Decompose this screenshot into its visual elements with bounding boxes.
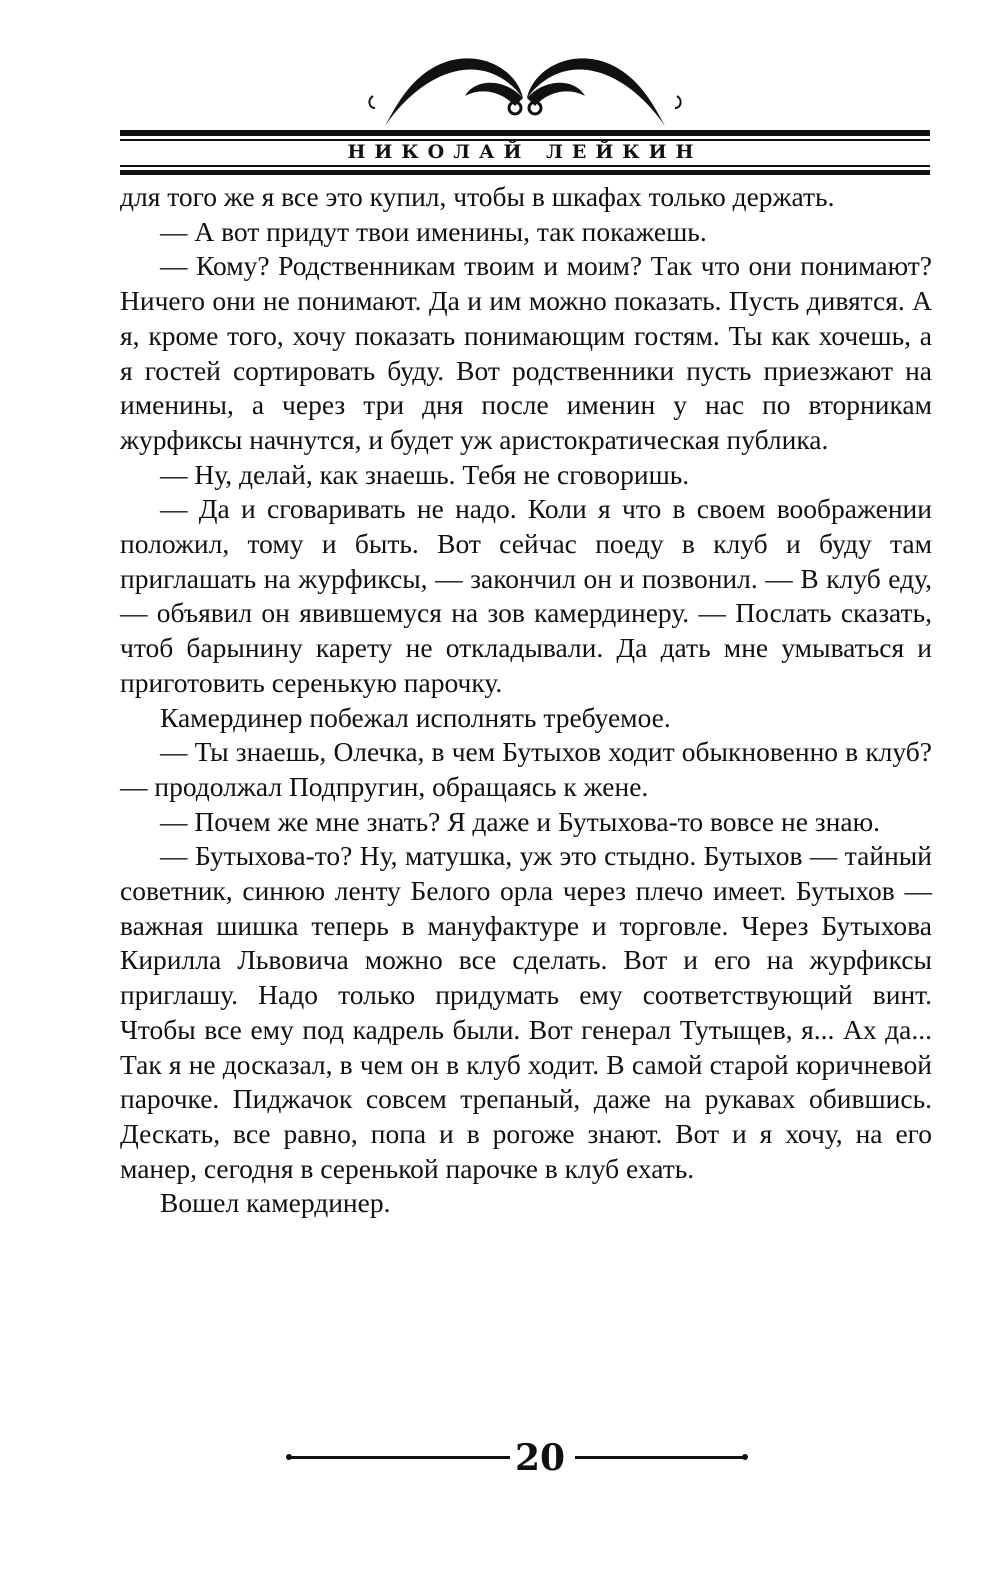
author-name: НИКОЛАЙ ЛЕЙКИН bbox=[347, 141, 703, 163]
header-rule-bottom bbox=[120, 170, 930, 175]
footer-rule-right bbox=[575, 1456, 745, 1459]
page-text bbox=[120, 180, 932, 1221]
header-rule-bottom-thin bbox=[120, 165, 930, 167]
paragraph: Вошел камердинер. bbox=[160, 1187, 391, 1219]
scroll-ornament-icon bbox=[365, 38, 685, 128]
paragraph: — Да и сговаривать не надо. Коли я что в своем воображении положил, тому и быть. Вот сейчас поеду в клуб и буду там приглашать на журфиксы, — закончил он и позвонил. — В клуб еду, — объявил он явившемуся на зов камердинеру. — Послать сказать, чтоб барынину карету не откладывали. Да дать мне умываться и приготовить серенькую парочку. bbox=[120, 493, 932, 698]
paragraph: — Ты знаешь, Олечка, в чем Бутыхов ходит обыкновенно в клуб? — продолжал Подпругин, обращаясь к жене. bbox=[120, 736, 932, 802]
paragraph: Камердинер побежал исполнять требуемое. bbox=[160, 701, 671, 733]
page-number: 20 bbox=[514, 1437, 566, 1479]
paragraph: — Кому? Родственникам твоим и моим? Так что они понимают? Ничего они не понимают. Да и им можно показать. Пусть дивятся. А я, кроме того, хочу показать понимающим гостям. Ты как хочешь, а я гостей сортировать буду. Вот родственники пусть приезжают на именины, а через три дня после именин у нас по вторникам журфиксы начнутся, и будет уж аристократическая публика. bbox=[120, 250, 932, 455]
running-header bbox=[120, 30, 930, 163]
page-footer bbox=[120, 1436, 930, 1486]
footer-dot-right bbox=[742, 1454, 748, 1460]
paragraph: — Ну, делай, как знаешь. Тебя не сговоришь. bbox=[160, 458, 690, 490]
paragraph: для того же я все это купил, чтобы в шкафах только держать. bbox=[120, 181, 835, 212]
footer-rule-left bbox=[290, 1456, 510, 1459]
paragraph: — Почем же мне знать? Я даже и Бутыхова-то вовсе не знаю. bbox=[160, 805, 881, 837]
paragraph: — Бутыхова-то? Ну, матушка, уж это стыдно. Бутыхов — тайный советник, синюю ленту Белого орла через плечо имеет. Бутыхов — важная шишка теперь в мануфактуре и торговле. Через Бутыхова Кирилла Львовича можно все сделать. Вот и его на журфиксы приглашу. Надо только придумать ему соответствующий винт. Чтобы все ему под кадрель были. Вот генерал Тутыщев, я... Ах да... Так я не досказал, в чем он в клуб ходит. В самой старой коричневой парочке. Пиджачок совсем трепаный, даже на рукавах обившись. Дескать, все равно, попа и в рогоже знают. Вот и я хочу, на его манер, сегодня в серенькой парочке в клуб ехать. bbox=[120, 840, 932, 1184]
header-rule-top bbox=[120, 130, 930, 136]
paragraph: — А вот придут твои именины, так покажешь. bbox=[160, 215, 707, 247]
